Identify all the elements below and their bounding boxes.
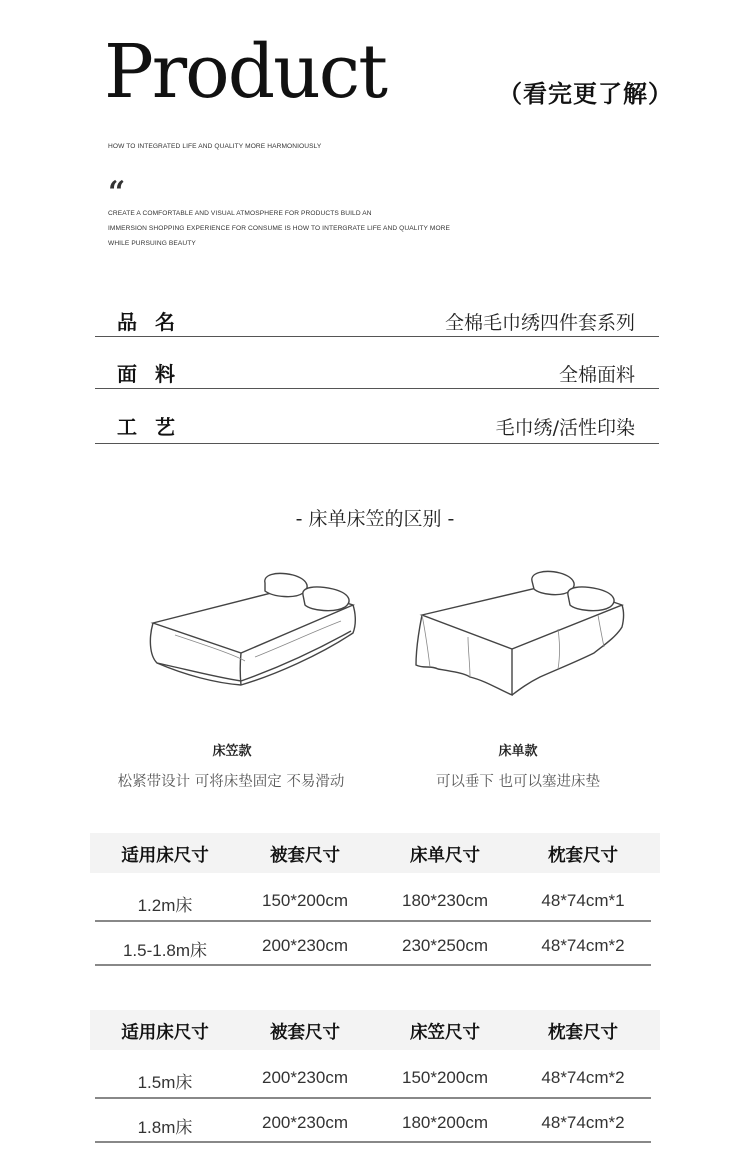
table-cell: 48*74cm*2 <box>541 1068 625 1087</box>
column-header: 床笠尺寸 <box>410 1023 480 1043</box>
table-header <box>90 833 660 873</box>
spec-label: 面料 <box>117 362 193 386</box>
table-cell: 48*74cm*2 <box>541 1113 625 1132</box>
column-header: 枕套尺寸 <box>548 846 618 866</box>
table-cell: 180*230cm <box>401 891 488 910</box>
spec-value: 毛巾绣/活性印染 <box>495 417 635 439</box>
table-cell: 230*250cm <box>401 936 488 955</box>
spec-label: 工艺 <box>117 415 193 439</box>
row-divider <box>95 920 651 922</box>
column-header: 被套尺寸 <box>270 1023 340 1043</box>
table-cell: 150*200cm <box>401 1068 488 1087</box>
table-cell: 1.5-1.8m床 <box>122 941 208 960</box>
table-cell: 200*230cm <box>261 1113 348 1132</box>
page-subtitle: （看完更了解） <box>498 80 673 108</box>
size-table-flat-sheet <box>90 833 660 968</box>
table-cell: 48*74cm*2 <box>541 936 625 955</box>
row-divider <box>95 1097 651 1099</box>
table-header <box>90 1010 660 1050</box>
size-table-fitted-sheet <box>90 1010 660 1145</box>
table-cell: 200*230cm <box>261 936 348 955</box>
table-cell: 150*200cm <box>261 891 348 910</box>
table-cell: 200*230cm <box>261 1068 348 1087</box>
body-line-2: IMMERSION SHOPPING EXPERIENCE FOR CONSUME IS HOW TO INTERGRATE LIFE AND QUALITY MORE <box>108 225 451 232</box>
divider <box>95 336 659 337</box>
column-header: 适用床尺寸 <box>121 846 209 866</box>
section-title: - 床单床笠的区别 - <box>295 508 455 530</box>
column-header: 床单尺寸 <box>410 846 480 866</box>
spec-value: 全棉毛巾绣四件套系列 <box>444 312 635 334</box>
row-divider <box>95 964 651 966</box>
column-header: 枕套尺寸 <box>548 1023 618 1043</box>
table-cell: 1.8m床 <box>137 1118 193 1137</box>
page-title: Product <box>104 29 386 115</box>
spec-row-craft <box>95 399 659 449</box>
table-cell: 180*200cm <box>401 1113 488 1132</box>
flat-sheet-desc: 可以垂下 也可以塞进床垫 <box>435 774 601 790</box>
table-cell: 1.2m床 <box>137 896 193 915</box>
fitted-sheet-bed-illustration <box>145 565 365 695</box>
body-line-3: WHILE PURSUING BEAUTY <box>108 240 196 247</box>
divider <box>95 388 659 389</box>
flat-sheet-bed-illustration <box>408 565 633 700</box>
spec-label: 品名 <box>117 310 193 334</box>
row-divider <box>95 1141 651 1143</box>
quote-icon: “ <box>108 175 126 210</box>
flat-sheet-label: 床单款 <box>498 744 538 759</box>
fitted-sheet-desc: 松紧带设计 可将床垫固定 不易滑动 <box>117 774 345 790</box>
column-header: 被套尺寸 <box>270 846 340 866</box>
table-cell: 48*74cm*1 <box>541 891 625 910</box>
table-cell: 1.5m床 <box>137 1073 193 1092</box>
tagline: HOW TO INTEGRATED LIFE AND QUALITY MORE HARMONIOUSLY <box>108 143 322 150</box>
spec-value: 全棉面料 <box>558 364 635 386</box>
column-header: 适用床尺寸 <box>121 1023 209 1043</box>
divider <box>95 443 659 444</box>
fitted-sheet-label: 床笠款 <box>212 744 252 759</box>
body-line-1: CREATE A COMFORTABLE AND VISUAL ATMOSPHERE FOR PRODUCTS BUILD AN <box>108 210 372 217</box>
